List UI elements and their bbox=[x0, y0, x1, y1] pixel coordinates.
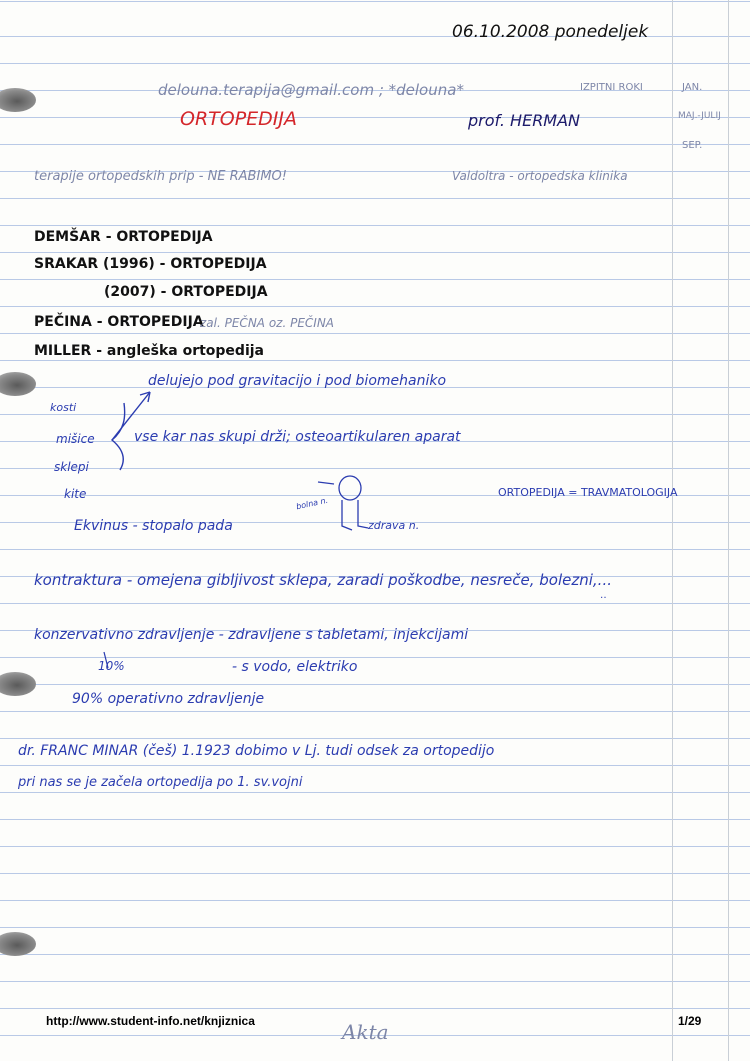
note-line: zal. PEČNA oz. PEČINA bbox=[200, 316, 335, 330]
date: 06.10.2008 ponedeljek bbox=[452, 22, 649, 42]
note-line: dr. FRANC MINAR (češ) 1.1923 dobimo v Lj. tudi odsek za ortopedijo bbox=[18, 743, 495, 759]
book-reference: DEMŠAR - ORTOPEDIJA bbox=[34, 229, 213, 245]
note-line: 10% bbox=[98, 659, 125, 673]
book-reference: (2007) - ORTOPEDIJA bbox=[104, 284, 268, 300]
body-part: sklepi bbox=[54, 460, 89, 474]
note-line: kontraktura - omejena gibljivost sklepa, zaradi poškodbe, nesreče, bolezni,... bbox=[34, 571, 612, 589]
brand-logo: Akta bbox=[342, 1020, 389, 1044]
exam-month: MAJ.-JULIJ bbox=[678, 111, 721, 121]
note-line: Valdoltra - ortopedska klinika bbox=[452, 169, 628, 183]
note-line: - s vodo, elektriko bbox=[232, 659, 358, 675]
diagram-label: zdrava n. bbox=[368, 519, 420, 532]
professor-name: prof. HERMAN bbox=[468, 111, 581, 130]
arrow-stroke bbox=[112, 392, 150, 440]
diagram-label: bolna n. bbox=[295, 495, 329, 512]
note-line: 90% operativno zdravljenje bbox=[72, 691, 265, 707]
book-reference: MILLER - angleška ortopedija bbox=[34, 343, 264, 359]
page-number: 1/29 bbox=[678, 1014, 702, 1028]
note-line: ORTOPEDIJA = TRAVMATOLOGIJA bbox=[498, 486, 678, 499]
note-line: pri nas se je začela ortopedija po 1. sv.vojni bbox=[18, 775, 303, 790]
exam-month: SEP. bbox=[682, 140, 703, 151]
body-part: mišice bbox=[56, 432, 95, 446]
note-line: vse kar nas skupi drži; osteoartikularen aparat bbox=[134, 429, 461, 445]
book-reference: PEČINA - ORTOPEDIJA bbox=[34, 314, 204, 330]
note-line: delujejo pod gravitacijo i pod biomehaniko bbox=[148, 373, 447, 389]
body-part: kite bbox=[64, 487, 87, 501]
svg-text:‥: ‥ bbox=[600, 590, 607, 601]
body-part: kosti bbox=[50, 401, 77, 414]
page-title: ORTOPEDIJA bbox=[180, 108, 298, 130]
exam-month: JAN. bbox=[682, 82, 703, 93]
note-line: konzervativno zdravljenje - zdravljene s tabletami, injekcijami bbox=[34, 627, 469, 643]
exam-dates-label: IZPITNI ROKI bbox=[580, 82, 643, 93]
arrow-stroke bbox=[104, 652, 108, 668]
footer-url: http://www.student-info.net/knjiznica bbox=[46, 1014, 255, 1028]
book-reference: SRAKAR (1996) - ORTOPEDIJA bbox=[34, 256, 267, 272]
email-address: delouna.terapija@gmail.com ; *delouna* bbox=[158, 81, 464, 99]
arrow-stroke bbox=[318, 482, 334, 484]
note-line: terapije ortopedskih prip - NE RABIMO! bbox=[34, 169, 287, 184]
note-line: Ekvinus - stopalo pada bbox=[74, 518, 233, 534]
leg-diagram bbox=[339, 476, 361, 500]
leg-diagram bbox=[342, 500, 368, 530]
